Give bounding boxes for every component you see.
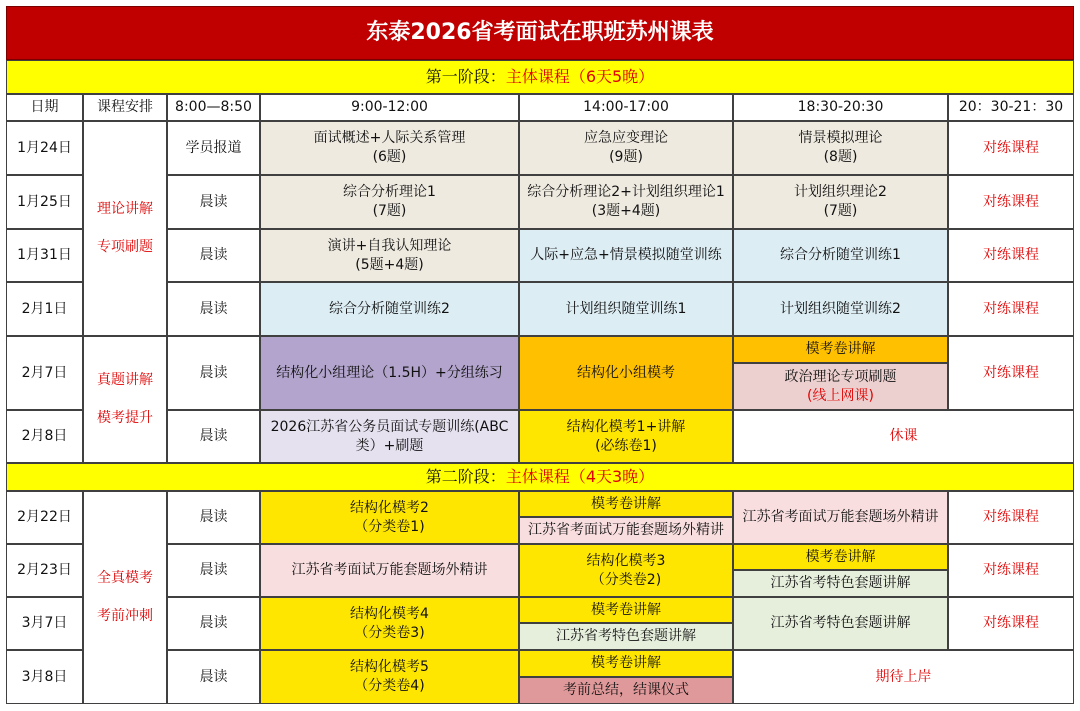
course-cell: 综合分析理论2+计划组织理论1 (3题+4题) [519, 175, 733, 229]
stage-1-banner [6, 60, 1074, 94]
course-cell [733, 363, 948, 410]
date-cell: 1月25日 [6, 175, 83, 229]
rest-cell: 期待上岸 [733, 650, 1074, 704]
morning-cell: 晨读 [167, 175, 260, 229]
drill-cell: 对练课程 [948, 175, 1074, 229]
course-cell: 结构化小组模考 [519, 336, 733, 410]
header-date: 日期 [6, 94, 83, 121]
morning-cell: 晨读 [167, 229, 260, 282]
header-slot-4: 20：30-21：30 [948, 94, 1074, 121]
header-morning: 8:00—8:50 [167, 94, 260, 121]
course-cell: 模考卷讲解 [519, 650, 733, 677]
stage-1-prefix: 第一阶段： [425, 67, 506, 87]
group-theory: 理论讲解 专项刷题 [83, 121, 167, 336]
header-slot-2: 14:00-17:00 [519, 94, 733, 121]
course-cell: 江苏省考面试万能套题场外精讲 [260, 544, 519, 597]
morning-cell: 晨读 [167, 491, 260, 544]
course-cell: 模考卷讲解 [519, 597, 733, 623]
rest-cell: 休课 [733, 410, 1074, 463]
stage-2-banner [6, 463, 1074, 491]
date-cell: 2月23日 [6, 544, 83, 597]
date-cell: 2月8日 [6, 410, 83, 463]
date-cell: 2月22日 [6, 491, 83, 544]
morning-cell: 晨读 [167, 650, 260, 704]
header-slot-1: 9:00-12:00 [260, 94, 519, 121]
course-cell: 模考卷讲解 [519, 491, 733, 517]
course-cell: 江苏省考面试万能套题场外精讲 [519, 517, 733, 544]
course-cell: 模考卷讲解 [733, 544, 948, 570]
course-cell: 综合分析随堂训练2 [260, 282, 519, 336]
course-cell: 演讲+自我认知理论 (5题+4题) [260, 229, 519, 282]
course-cell: 应急应变理论 (9题) [519, 121, 733, 175]
course-cell: 计划组织理论2 (7题) [733, 175, 948, 229]
course-cell: 考前总结，结课仪式 [519, 677, 733, 704]
course-cell: 江苏省考特色套题讲解 [733, 570, 948, 597]
course-cell: 综合分析随堂训练1 [733, 229, 948, 282]
course-cell: 结构化小组理论（1.5H）+分组练习 [260, 336, 519, 410]
morning-cell: 学员报道 [167, 121, 260, 175]
header-slot-3: 18:30-20:30 [733, 94, 948, 121]
course-cell: 结构化模考2 （分类卷1) [260, 491, 519, 544]
course-cell: 结构化模考4 （分类卷3) [260, 597, 519, 650]
morning-cell: 晨读 [167, 597, 260, 650]
stage-2-highlight: 主体课程（4天3晚） [505, 467, 655, 487]
date-cell: 2月1日 [6, 282, 83, 336]
drill-cell: 对练课程 [948, 597, 1074, 650]
course-cell: 结构化模考1+讲解 (必练卷1) [519, 410, 733, 463]
date-cell: 3月7日 [6, 597, 83, 650]
drill-cell: 对练课程 [948, 544, 1074, 597]
drill-cell: 对练课程 [948, 491, 1074, 544]
course-cell: 计划组织随堂训练1 [519, 282, 733, 336]
morning-cell: 晨读 [167, 336, 260, 410]
course-cell: 面试概述+人际关系管理 (6题) [260, 121, 519, 175]
drill-cell: 对练课程 [948, 282, 1074, 336]
group-full-mock: 全真模考 考前冲刺 [83, 491, 167, 704]
course-cell: 情景模拟理论 (8题) [733, 121, 948, 175]
course-cell: 综合分析理论1 (7题) [260, 175, 519, 229]
course-cell: 结构化模考3 （分类卷2) [519, 544, 733, 597]
morning-cell: 晨读 [167, 282, 260, 336]
group-real-exam: 真题讲解 模考提升 [83, 336, 167, 463]
course-cell: 模考卷讲解 [733, 336, 948, 363]
stage-2-prefix: 第二阶段： [425, 467, 506, 487]
drill-cell: 对练课程 [948, 229, 1074, 282]
online-note: (线上网课) [807, 387, 874, 404]
morning-cell: 晨读 [167, 544, 260, 597]
course-cell: 人际+应急+情景模拟随堂训练 [519, 229, 733, 282]
course-cell: 2026江苏省公务员面试专题训练(ABC类）+刷题 [260, 410, 519, 463]
course-cell: 计划组织随堂训练2 [733, 282, 948, 336]
course-cell: 结构化模考5 （分类卷4) [260, 650, 519, 704]
drill-cell: 对练课程 [948, 121, 1074, 175]
header-arrangement: 课程安排 [83, 94, 167, 121]
table-title: 东泰2026省考面试在职班苏州课表 [6, 6, 1074, 60]
course-cell: 江苏省考面试万能套题场外精讲 [733, 491, 948, 544]
course-cell: 江苏省考特色套题讲解 [733, 597, 948, 650]
course-cell: 江苏省考特色套题讲解 [519, 623, 733, 650]
drill-cell: 对练课程 [948, 336, 1074, 410]
date-cell: 2月7日 [6, 336, 83, 410]
date-cell: 3月8日 [6, 650, 83, 704]
date-cell: 1月24日 [6, 121, 83, 175]
date-cell: 1月31日 [6, 229, 83, 282]
course-cell-text: 政治理论专项刷题 [784, 368, 897, 385]
stage-1-highlight: 主体课程（6天5晚） [505, 67, 655, 87]
morning-cell: 晨读 [167, 410, 260, 463]
